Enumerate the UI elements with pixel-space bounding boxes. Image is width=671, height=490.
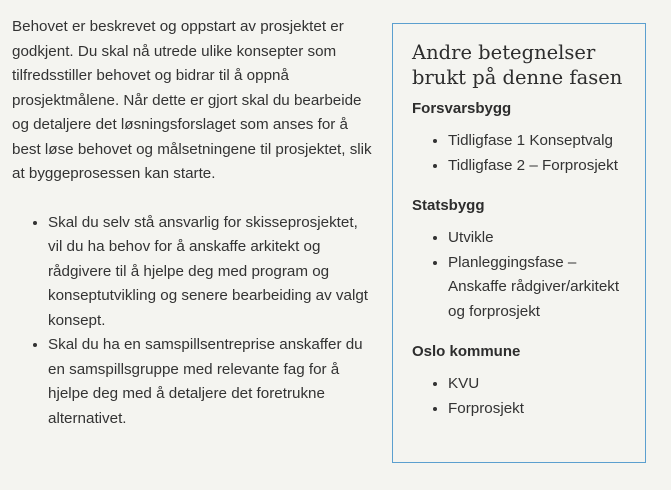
- list-item: • Tidligfase 2 – Forprosjekt: [448, 154, 633, 179]
- group-title: Forsvarsbygg: [412, 100, 512, 117]
- main-bullet-list: [12, 211, 374, 432]
- list-item: • Tidligfase 1 Konseptvalg: [448, 129, 633, 154]
- group-title: Oslo kommune: [412, 343, 521, 360]
- group-list: [412, 129, 633, 178]
- sidebar-title: Andre betegnelser brukt på denne fasen: [412, 41, 623, 89]
- list-item: • Skal du ha en samspillsentreprise anskaffer du en samspillsgruppe med relevante fag for å hjelpe deg med å detaljere det foretrukne alternativet.: [48, 333, 374, 431]
- group-forsvarsbygg: [412, 98, 633, 178]
- group-list: [412, 226, 633, 324]
- group-list: [412, 372, 633, 421]
- other-terms-sidebar: [392, 23, 646, 463]
- list-item: • Skal du selv stå ansvarlig for skisseprosjektet, vil du ha behov for å anskaffe arkitekt og rådgivere til å hjelpe deg med program og konseptutvikling og senere bearbeiding av valgt konsept.: [48, 211, 374, 334]
- list-item: • Planleggingsfase – Anskaffe rådgiver/arkitekt og forprosjekt: [448, 251, 633, 325]
- group-title: Statsbygg: [412, 197, 485, 214]
- main-content: [12, 15, 374, 431]
- list-item: • Utvikle: [448, 226, 633, 251]
- intro-paragraph: Behovet er beskrevet og oppstart av prosjektet er godkjent. Du skal nå utrede ulike konsepter som tilfredsstiller behovet og bidrar til å oppnå prosjektmålene. Når dette er gjort skal du bearbeide og detaljere det løsningsforslaget som anses for å best løse behovet og målsetningene til prosjektet, slik at byggeprosessen kan starte.: [12, 18, 372, 182]
- list-item: • Forprosjekt: [448, 397, 633, 422]
- list-item: • KVU: [448, 372, 633, 397]
- group-statsbygg: [412, 195, 633, 324]
- group-oslo-kommune: [412, 341, 633, 421]
